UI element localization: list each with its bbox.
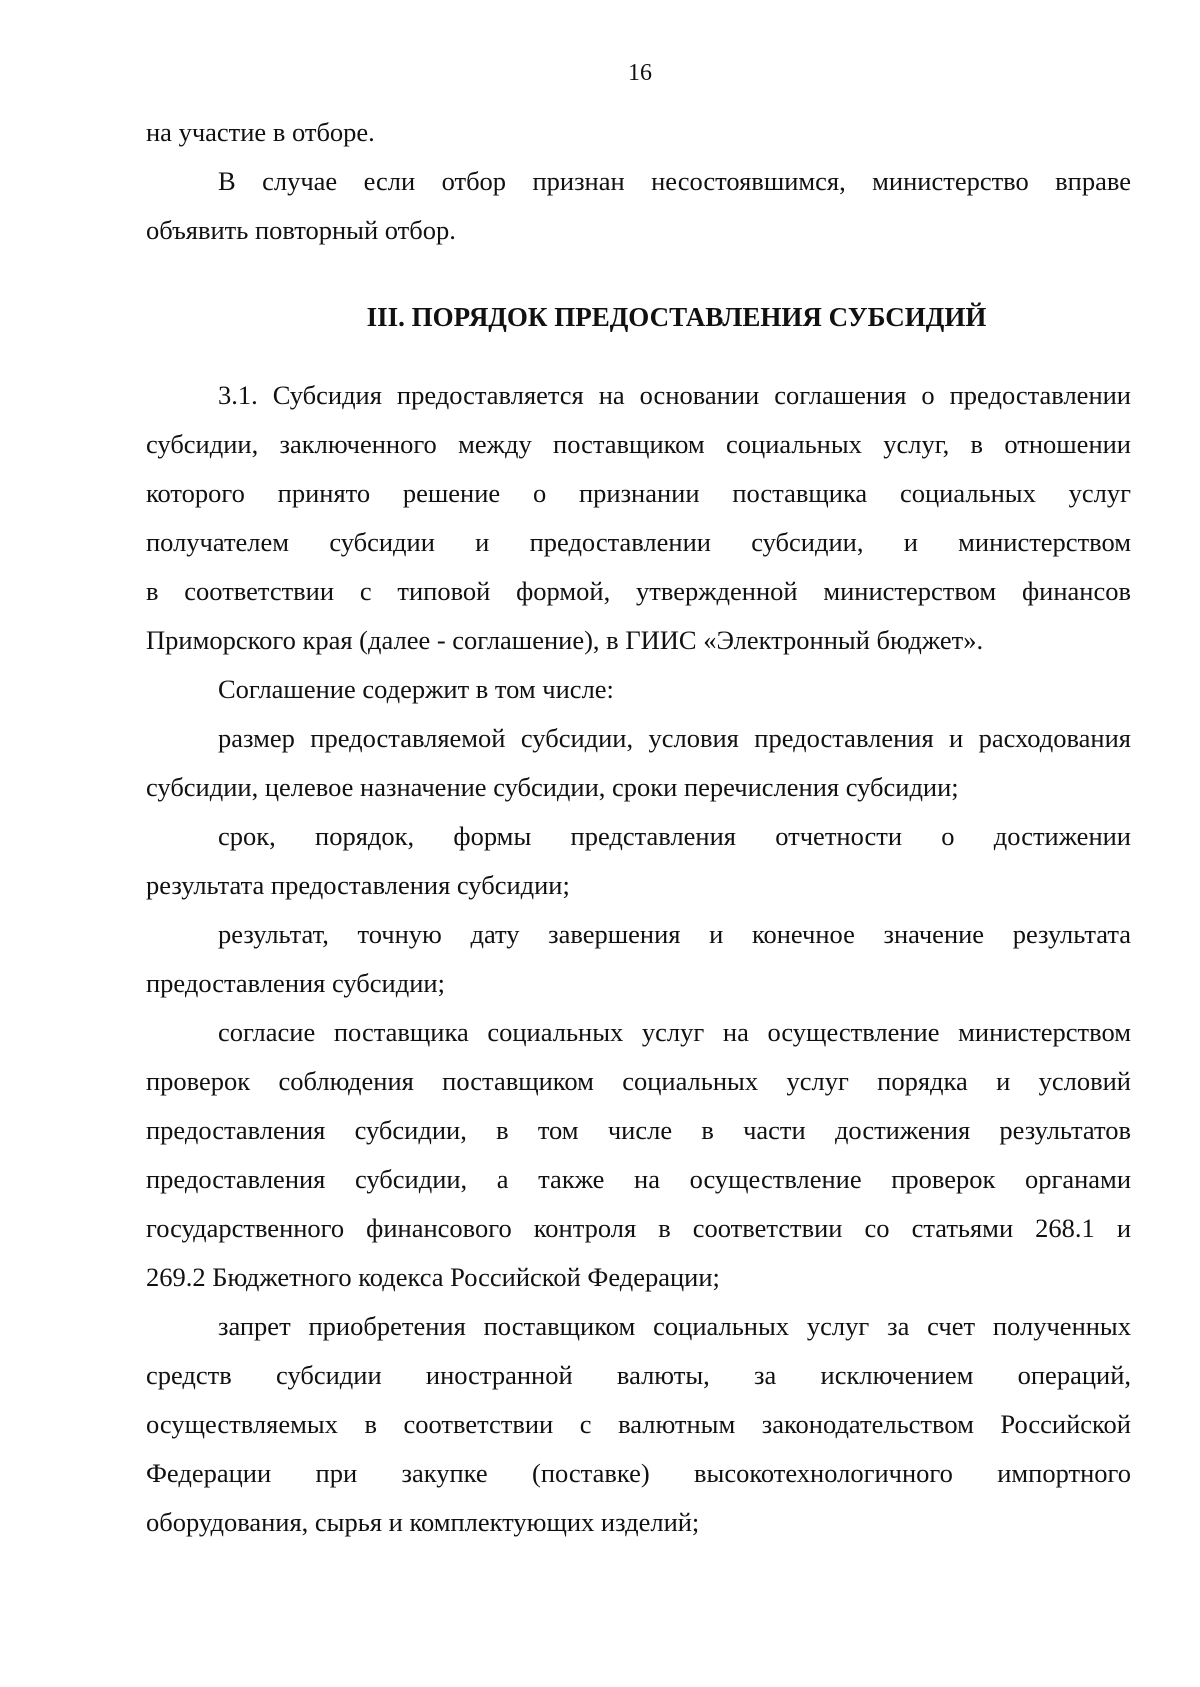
text-line: Соглашение содержит в том числе: <box>218 674 614 704</box>
text-line: на участие в отборе. <box>146 117 375 147</box>
text-line: осуществляемых в соответствии с валютным законодательством Российской <box>146 1409 1131 1439</box>
text-line: размер предоставляемой субсидии, условия предоставления и расходования <box>218 723 1131 753</box>
text-line: средств субсидии иностранной валюты, за исключением операций, <box>146 1360 1131 1390</box>
text-block-before-heading <box>146 108 1131 255</box>
text-line: государственного финансового контроля в соответствии со статьями 268.1 и <box>146 1213 1131 1243</box>
text-line: субсидии, целевое назначение субсидии, сроки перечисления субсидии; <box>146 772 959 802</box>
text-line: Федерации при закупке (поставке) высокотехнологичного импортного <box>146 1458 1131 1488</box>
text-line: результат, точную дату завершения и конечное значение результата <box>218 919 1131 949</box>
text-line: предоставления субсидии, в том числе в части достижения результатов <box>146 1115 1131 1145</box>
text-line: срок, порядок, формы представления отчетности о достижении <box>218 821 1131 851</box>
text-line: запрет приобретения поставщиком социальных услуг за счет полученных <box>218 1311 1131 1341</box>
section-heading: III. ПОРЯДОК ПРЕДОСТАВЛЕНИЯ СУБСИДИЙ <box>366 302 987 332</box>
text-line: 269.2 Бюджетного кодекса Российской Федерации; <box>146 1262 720 1292</box>
text-line: которого принято решение о признании поставщика социальных услуг <box>146 478 1131 508</box>
text-line: предоставления субсидии; <box>146 968 445 998</box>
page-number: 16 <box>628 60 652 86</box>
text-line: согласие поставщика социальных услуг на осуществление министерством <box>218 1017 1131 1047</box>
text-line: субсидии, заключенного между поставщиком социальных услуг, в отношении <box>146 429 1131 459</box>
text-line: объявить повторный отбор. <box>146 215 456 245</box>
document-body <box>146 108 1131 1547</box>
text-line: результата предоставления субсидии; <box>146 870 570 900</box>
text-line: в соответствии с типовой формой, утвержденной министерством финансов <box>146 576 1131 606</box>
text-line: получателем субсидии и предоставлении субсидии, и министерством <box>146 527 1131 557</box>
text-line: проверок соблюдения поставщиком социальных услуг порядка и условий <box>146 1066 1131 1096</box>
text-block-after-heading <box>146 371 1131 1547</box>
text-line: Приморского края (далее - соглашение), в ГИИС «Электронный бюджет». <box>146 625 984 655</box>
text-line: В случае если отбор признан несостоявшимся, министерство вправе <box>218 166 1131 196</box>
text-line: 3.1. Субсидия предоставляется на основании соглашения о предоставлении <box>218 380 1131 410</box>
text-line: предоставления субсидии, а также на осуществление проверок органами <box>146 1164 1131 1194</box>
text-line: оборудования, сырья и комплектующих изделий; <box>146 1507 700 1537</box>
